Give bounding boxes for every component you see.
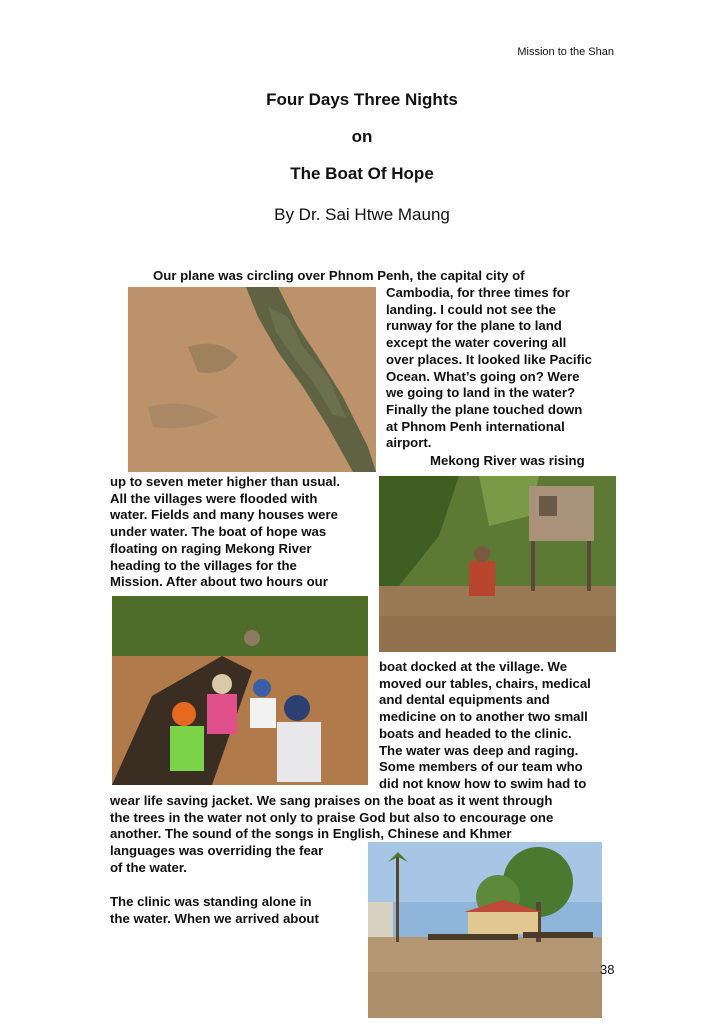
title-line-1: Four Days Three Nights	[266, 90, 458, 109]
text-line: Ocean. What’s going on? Were	[386, 368, 580, 384]
text-line: except the water covering all	[386, 335, 567, 351]
boat-team-photo	[112, 596, 368, 785]
clinic-in-water-photo	[368, 842, 602, 1018]
text-line: under water. The boat of hope was	[110, 524, 327, 540]
text-line: Finally the plane touched down	[386, 401, 583, 417]
text-line: The water was deep and raging.	[379, 742, 579, 758]
text-line: Mission. After about two hours our	[110, 574, 328, 590]
text-line: wear life saving jacket. We sang praises on the boat as it went through	[110, 793, 553, 808]
text-line: boat docked at the village. We	[379, 659, 568, 674]
paragraph-2-full-width	[110, 793, 553, 843]
text-line: landing. I could not see the	[386, 301, 556, 317]
paragraph-2-right-column	[379, 659, 591, 793]
text-line: water. Fields and many houses were	[110, 507, 338, 523]
text-line: moved our tables, chairs, medical	[379, 675, 591, 691]
text-line: languages was overriding the fear	[110, 843, 324, 858]
flooded-village-photo	[379, 476, 616, 652]
text-line: another. The sound of the songs in English, Chinese and Khmer	[110, 826, 512, 842]
text-line: the water. When we arrived about	[110, 910, 319, 926]
aerial-flood-photo	[128, 287, 376, 472]
text-line: did not know how to swim had to	[379, 775, 587, 791]
text-line: medicine on to another two small	[379, 709, 588, 725]
paragraph-2-end	[110, 843, 323, 876]
text-line: heading to the villages for the	[110, 557, 297, 573]
text-line: over places. It looked like Pacific	[386, 351, 592, 367]
paragraph-1-right-column	[386, 285, 592, 452]
page-number: 38	[600, 962, 615, 977]
title-line-3: The Boat Of Hope	[290, 164, 434, 183]
text-line: All the villages were flooded with	[110, 490, 318, 506]
text-line: airport.	[386, 435, 432, 451]
paragraph-2-start: Mekong River was rising	[430, 453, 585, 468]
text-line: Cambodia, for three times for	[386, 285, 570, 300]
text-line: of the water.	[110, 859, 187, 875]
byline: By Dr. Sai Htwe Maung	[274, 205, 450, 224]
text-line: and dental equipments and	[379, 692, 550, 708]
text-line: runway for the plane to land	[386, 318, 562, 334]
text-line: up to seven meter higher than usual.	[110, 474, 341, 489]
paragraph-1-indent: Our plane was circling over Phnom Penh, the capital city of	[153, 268, 525, 283]
paragraph-2-left-column	[110, 474, 340, 591]
paragraph-3	[110, 894, 319, 927]
text-line: the trees in the water not only to praise God but also to encourage one	[110, 809, 554, 825]
text-line: boats and headed to the clinic.	[379, 725, 572, 741]
text-line: floating on raging Mekong River	[110, 540, 312, 556]
title-line-2: on	[351, 127, 373, 146]
text-line: at Phnom Penh international	[386, 418, 565, 434]
text-line: The clinic was standing alone in	[110, 894, 312, 909]
text-line: Some members of our team who	[379, 759, 583, 775]
running-header: Mission to the Shan	[517, 46, 614, 58]
text-line: we going to land in the water?	[386, 385, 576, 401]
